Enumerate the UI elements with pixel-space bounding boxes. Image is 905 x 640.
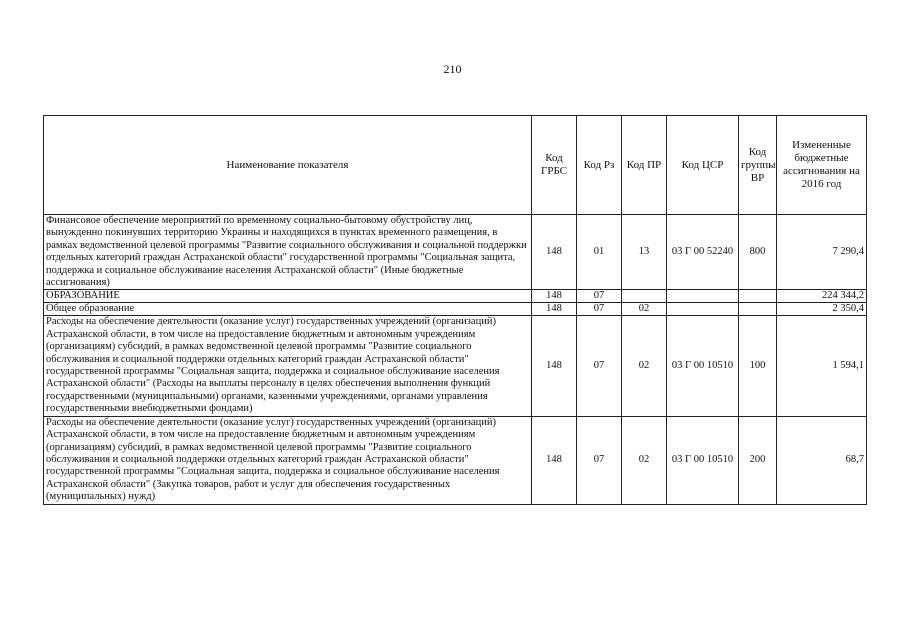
header-grbs: Код ГРБС bbox=[532, 116, 577, 215]
row-amount: 68,7 bbox=[777, 416, 867, 504]
row-amount: 2 350,4 bbox=[777, 303, 867, 316]
row-name: ОБРАЗОВАНИЕ bbox=[44, 290, 532, 303]
row-csr bbox=[667, 290, 739, 303]
row-name: Расходы на обеспечение деятельности (оказание услуг) государственных учреждений (организаций) Астраханской области, в том числе на предоставление бюджетным и автономным учреждениям (организациям) субсидий, в рамках ведомственной целевой программы "Развитие социального обслуживания и социальной поддержки отдельных категорий граждан Астраханской области" государственной программы "Социальная защита, поддержка и социальное обслуживание населения Астраханской области" (Расходы на выплаты персоналу в целях обеспечения выполнения функций государственными (муниципальными) органами, казенными учреждениями, органами управления государственными внебюджетными фондами) bbox=[44, 316, 532, 416]
row-csr: 03 Г 00 10510 bbox=[667, 316, 739, 416]
row-rz: 07 bbox=[577, 416, 622, 504]
row-amount: 224 344,2 bbox=[777, 290, 867, 303]
row-amount: 1 594,1 bbox=[777, 316, 867, 416]
header-name: Наименование показателя bbox=[44, 116, 532, 215]
header-amount: Измененные бюджетные ассигнования на 2016 год bbox=[777, 116, 867, 215]
row-grbs: 148 bbox=[532, 290, 577, 303]
row-pr bbox=[622, 290, 667, 303]
row-rz: 07 bbox=[577, 290, 622, 303]
table-row bbox=[44, 316, 867, 416]
header-rz: Код Рз bbox=[577, 116, 622, 215]
table-row bbox=[44, 303, 867, 316]
row-csr: 03 Г 00 10510 bbox=[667, 416, 739, 504]
row-pr: 13 bbox=[622, 215, 667, 290]
page-number: 210 bbox=[443, 62, 462, 76]
row-name: Финансовое обеспечение мероприятий по временному социально-бытовому обустройству лиц, вынужденно покинувших территорию Украины и находящихся в пунктах временного размещения, в рамках ведомственной целевой программы "Развитие социального обслуживания и социальной поддержки отдельных категорий граждан Астраханской области" государственной программы "Социальная защита, поддержка и социальное обслуживание населения Астраханской области" (Иные бюджетные ассигнования) bbox=[44, 215, 532, 290]
row-pr: 02 bbox=[622, 316, 667, 416]
row-vr: 800 bbox=[739, 215, 777, 290]
row-vr: 200 bbox=[739, 416, 777, 504]
header-pr: Код ПР bbox=[622, 116, 667, 215]
row-pr: 02 bbox=[622, 303, 667, 316]
row-grbs: 148 bbox=[532, 416, 577, 504]
row-csr bbox=[667, 303, 739, 316]
row-grbs: 148 bbox=[532, 215, 577, 290]
row-vr bbox=[739, 290, 777, 303]
row-amount: 7 290,4 bbox=[777, 215, 867, 290]
table-row bbox=[44, 416, 867, 504]
row-grbs: 148 bbox=[532, 303, 577, 316]
row-name: Расходы на обеспечение деятельности (оказание услуг) государственных учреждений (организаций) Астраханской области, в том числе на предоставление бюджетным и автономным учреждениям (организациям) субсидий, в рамках ведомственной целевой программы "Развитие социального обслуживания и социальной поддержки отдельных категорий граждан Астраханской области" государственной программы "Социальная защита, поддержка и социальное обслуживание населения Астраханской области" (Закупка товаров, работ и услуг для обеспечения государственных (муниципальных) нужд) bbox=[44, 416, 532, 504]
row-vr bbox=[739, 303, 777, 316]
row-grbs: 148 bbox=[532, 316, 577, 416]
row-name: Общее образование bbox=[44, 303, 532, 316]
row-rz: 01 bbox=[577, 215, 622, 290]
header-csr: Код ЦСР bbox=[667, 116, 739, 215]
row-rz: 07 bbox=[577, 303, 622, 316]
table-row bbox=[44, 290, 867, 303]
header-vr: Код группы ВР bbox=[739, 116, 777, 215]
table-header-row bbox=[44, 116, 867, 215]
row-rz: 07 bbox=[577, 316, 622, 416]
row-csr: 03 Г 00 52240 bbox=[667, 215, 739, 290]
budget-table bbox=[43, 115, 867, 505]
row-vr: 100 bbox=[739, 316, 777, 416]
table-row bbox=[44, 215, 867, 290]
row-pr: 02 bbox=[622, 416, 667, 504]
